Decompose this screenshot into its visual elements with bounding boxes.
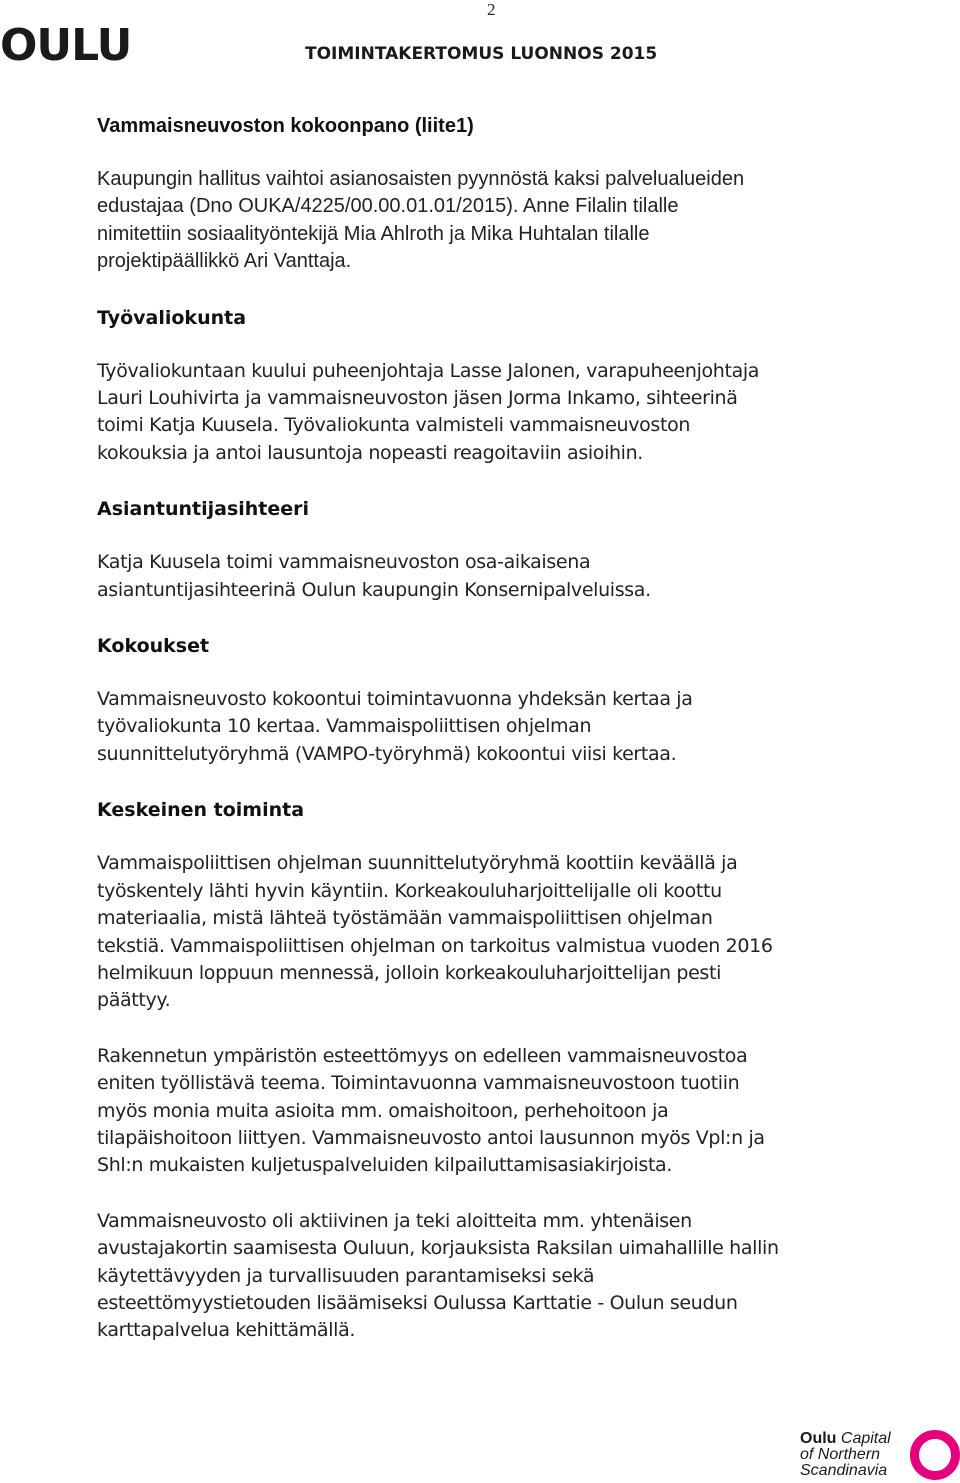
section-heading-kokoukset: Kokoukset <box>97 635 210 658</box>
paragraph <box>97 166 897 276</box>
document-body <box>97 112 897 1345</box>
text-line: tilapäishoitoon liittyen. Vammaisneuvosto antoi lausunnon myös Vpl:n ja <box>97 1126 765 1149</box>
text-line: toimi Katja Kuusela. Työvaliokunta valmisteli vammaisneuvoston <box>97 414 691 437</box>
text-line: asiantuntijasihteerinä Oulun kaupungin Konsernipalveluissa. <box>97 578 651 601</box>
text-line: eniten työllistävä teema. Toimintavuonna vammaisneuvostoon tuotiin <box>97 1072 740 1095</box>
text-line: Vammaispoliittisen ohjelman suunnittelutyöryhmä koottiin keväällä ja <box>97 852 738 875</box>
footer-brand-line3: Scandinavia <box>800 1462 888 1479</box>
text-line: myös monia muita asioita mm. omaishoitoon, perhehoitoon ja <box>97 1099 669 1122</box>
footer-brand-bold: Oulu <box>800 1430 837 1447</box>
footer-brand-line2: of Northern <box>800 1446 881 1463</box>
section-heading-keskeinen-toiminta: Keskeinen toiminta <box>97 799 305 822</box>
text-line: päättyy. <box>97 989 171 1012</box>
section-heading-kokoonpano: Vammaisneuvoston kokoonpano (liite1) <box>97 115 474 137</box>
text-line: työskentely lähti hyvin käyntiin. Korkeakouluharjoittelijalle oli koottu <box>97 879 722 902</box>
text-line: avustajakortin saamisesta Ouluun, korjauksista Raksilan uimahallille hallin <box>97 1237 779 1260</box>
text-line: edustajaa (Dno OUKA/4225/00.00.01.01/2015). Anne Filalin tilalle <box>97 195 679 218</box>
text-line: suunnittelutyöryhmä (VAMPO-työryhmä) kokoontui viisi kertaa. <box>97 742 677 765</box>
paragraph <box>97 549 897 604</box>
text-line: nimitettiin sosiaalityöntekijä Mia Ahlroth ja Mika Huhtalan tilalle <box>97 222 650 245</box>
text-line: karttapalvelua kehittämällä. <box>97 1319 356 1342</box>
text-line: esteettömyystietouden lisäämiseksi Oulussa Karttatie - Oulun seudun <box>97 1291 738 1314</box>
text-line: Katja Kuusela toimi vammaisneuvoston osa-aikaisena <box>97 551 591 574</box>
text-line: työvaliokunta 10 kertaa. Vammaispoliittisen ohjelman <box>97 715 592 738</box>
paragraph <box>97 1208 897 1345</box>
text-line: Kaupungin hallitus vaihtoi asianosaisten pyynnöstä kaksi palvelualueiden <box>97 168 745 190</box>
text-line: Rakennetun ympäristön esteettömyys on edelleen vammaisneuvostoa <box>97 1044 748 1067</box>
text-line: Shl:n mukaisten kuljetuspalveluiden kilpailuttamisasiakirjoista. <box>97 1154 673 1177</box>
page-number: 2 <box>487 0 496 19</box>
footer-brand-text <box>800 1431 891 1479</box>
text-line: Vammaisneuvosto kokoontui toimintavuonna yhdeksän kertaa ja <box>97 688 693 711</box>
text-line: materiaalia, mistä lähteä työstämään vammaispoliittisen ohjelman <box>97 907 713 930</box>
text-line: kokouksia ja antoi lausuntoja nopeasti reagoitaviin asioihin. <box>97 441 643 464</box>
footer-brand-capital: Capital <box>840 1430 891 1447</box>
text-line: Vammaisneuvosto oli aktiivinen ja teki aloitteita mm. yhtenäisen <box>97 1209 692 1232</box>
oulu-logo: OULU <box>0 20 132 71</box>
text-line: Työvaliokuntaan kuului puheenjohtaja Lasse Jalonen, varapuheenjohtaja <box>97 359 760 382</box>
paragraph <box>97 850 897 1014</box>
text-line: projektipäällikkö Ari Vanttaja. <box>97 250 352 273</box>
section-heading-asiantuntijasihteeri: Asiantuntijasihteeri <box>97 498 310 521</box>
document-title: TOIMINTAKERTOMUS LUONNOS 2015 <box>305 44 658 64</box>
text-line: helmikuun loppuun mennessä, jolloin korkeakouluharjoittelijan pesti <box>97 961 721 984</box>
text-line: Lauri Louhivirta ja vammaisneuvoston jäsen Jorma Inkamo, sihteerinä <box>97 387 738 410</box>
text-line: käytettävyyden ja turvallisuuden parantamiseksi sekä <box>97 1264 595 1287</box>
oulu-capital-logo <box>800 1428 960 1483</box>
paragraph <box>97 358 897 468</box>
ring-logo-icon <box>910 1430 960 1480</box>
section-heading-tyovaliokunta: Työvaliokunta <box>97 306 247 329</box>
text-line: tekstiä. Vammaispoliittisen ohjelman on tarkoitus valmistua vuoden 2016 <box>97 934 773 957</box>
paragraph <box>97 1043 897 1180</box>
paragraph <box>97 686 897 768</box>
